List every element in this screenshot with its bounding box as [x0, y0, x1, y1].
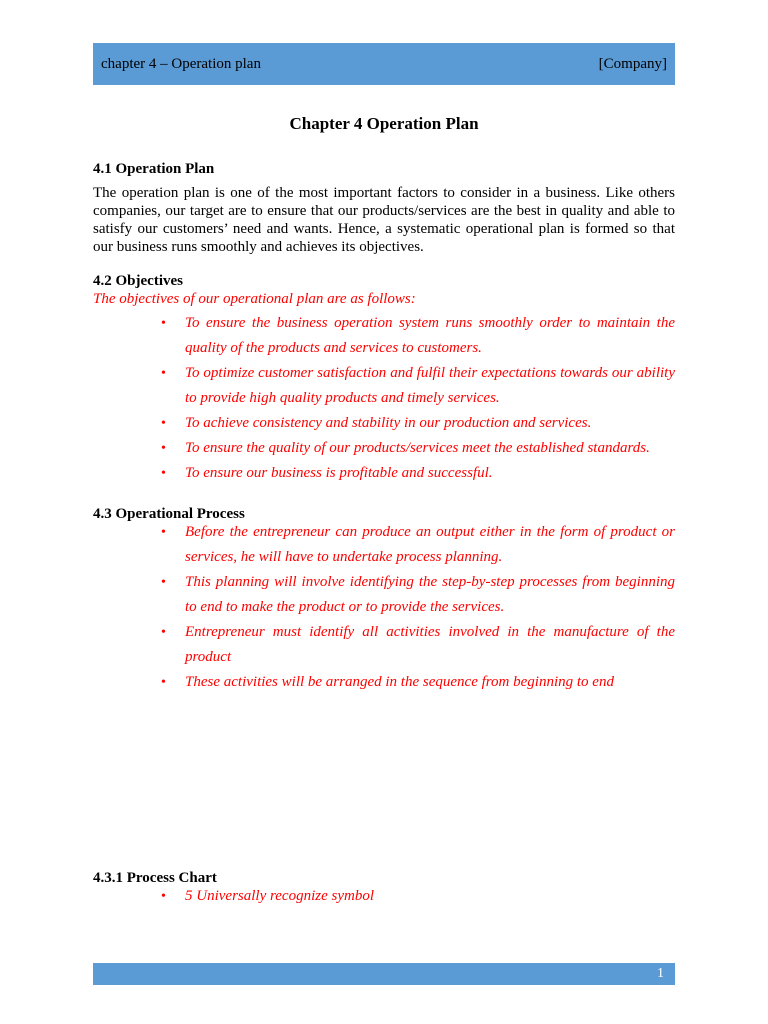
bullet-icon: • [161, 416, 166, 431]
page-number: 1 [657, 966, 664, 981]
bullet-icon: • [161, 316, 166, 331]
operational-process-list [161, 520, 675, 695]
bullet-icon: • [161, 441, 166, 456]
section-4-3-heading: 4.3 Operational Process [93, 506, 245, 522]
section-4-3-1-heading: 4.3.1 Process Chart [93, 870, 217, 886]
bullet-icon: • [161, 889, 166, 904]
chapter-title: Chapter 4 Operation Plan [289, 114, 479, 133]
bullet-icon: • [161, 525, 166, 540]
section-4-2-heading: 4.2 Objectives [93, 273, 183, 289]
section-4-1-body: The operation plan is one of the most important factors to consider in a business. Like others companies, our target are to ensure that our products/services are the best in quality and able to satisfy our customers’ need and wants. Hence, a systematic operational plan is formed so that our business runs smoothly and achieves its objectives. [93, 185, 675, 255]
header-company: [Company] [598, 55, 667, 72]
bullet-icon: • [161, 575, 166, 590]
page-header [93, 43, 675, 85]
list-item: • To optimize customer satisfaction and fulfil their expectations towards our ability to provide high quality products and timely services. [185, 361, 675, 411]
list-item: • This planning will involve identifying the step-by-step processes from beginning to end to make the product or to provide the services. [185, 570, 675, 620]
objectives-list [161, 311, 675, 486]
list-item: • These activities will be arranged in the sequence from beginning to end [185, 670, 675, 695]
process-chart-list [161, 884, 675, 909]
list-item: • To ensure our business is profitable and successful. [185, 461, 675, 486]
page-footer [93, 963, 675, 985]
list-item: • 5 Universally recognize symbol [185, 884, 675, 909]
list-item: • To achieve consistency and stability in our production and services. [185, 411, 675, 436]
bullet-icon: • [161, 466, 166, 481]
header-chapter-title: chapter 4 – Operation plan [101, 55, 261, 72]
bullet-icon: • [161, 366, 166, 381]
objectives-intro: The objectives of our operational plan are as follows: [93, 291, 416, 307]
list-item: • Before the entrepreneur can produce an output either in the form of product or services, he will have to undertake process planning. [185, 520, 675, 570]
list-item: • To ensure the quality of our products/services meet the established standards. [185, 436, 675, 461]
list-item: • Entrepreneur must identify all activities involved in the manufacture of the product [185, 620, 675, 670]
section-4-1-heading: 4.1 Operation Plan [93, 161, 215, 177]
bullet-icon: • [161, 675, 166, 690]
bullet-icon: • [161, 625, 166, 640]
list-item: • To ensure the business operation system runs smoothly order to maintain the quality of the products and services to customers. [185, 311, 675, 361]
